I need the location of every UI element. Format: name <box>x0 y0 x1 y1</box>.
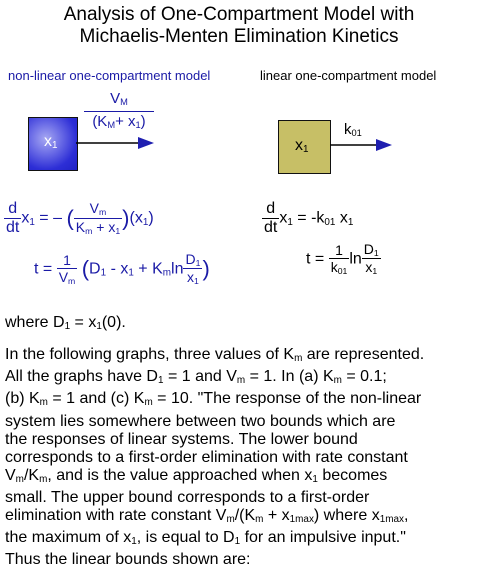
nonlinear-box-label: $x_1$ <box>44 133 58 152</box>
paragraph-line: Thus the linear bounds shown are: <box>5 551 251 569</box>
linear-time-equation: t = $\frac{1}{k_{01}}$ ln $\frac{D_1}{x_1}$ <box>306 241 379 277</box>
paragraph-line: the maximum of $x_1$, is equal to $D_1$ for an impulsive input." <box>5 528 406 548</box>
initial-condition-note: where $D_1 = x_1(0)$. <box>5 314 126 333</box>
title-line-2: Michaelis-Menten Elimination Kinetics <box>79 26 399 47</box>
nonlinear-elimination-arrow <box>76 135 156 151</box>
linear-rate-equation: $\frac{d}{dt}$ $x_1 = -k_{01}$ $x_1$ <box>264 200 354 236</box>
nonlinear-rate-equation: $\frac{d}{dt}$ $x_1$ = – ( $\frac{V_m}{K_m + x_1}$ )$(x_1)$ <box>6 200 154 236</box>
paragraph-line: (b) $K_m = 1$ and (c) $K_m = 10$. "The response of the non-linear <box>5 390 422 409</box>
page-title <box>0 4 478 48</box>
paragraph-line: $V_m/K_m$, and is the value approached when $x_1$ becomes <box>5 466 388 485</box>
paragraph-line: In the following graphs, three values of $K_m$ are represented. <box>5 346 425 365</box>
paragraph-line: system lies somewhere between two bounds which are <box>5 412 396 430</box>
linear-rate-label: $k_{01}$ <box>344 121 362 139</box>
title-line-1: Analysis of One-Compartment Model with <box>63 4 415 25</box>
linear-model-label: linear one-compartment model <box>260 68 437 83</box>
linear-box-label: $x_1$ <box>295 137 309 156</box>
nonlinear-model-label: non-linear one-compartment model <box>8 68 211 83</box>
paragraph-line: the responses of linear systems. The lower bound <box>5 430 358 448</box>
paragraph-line: All the graphs have $D_1 = 1$ and $V_m = 1$. In (a) $K_m = 0.1$; <box>5 368 387 387</box>
paragraph-line: small. The upper bound corresponds to a first-order <box>5 488 370 506</box>
explanation-paragraph <box>5 346 475 569</box>
paragraph-line: elimination with rate constant $V_m/(K_m + x_{1max})$ where $x_{1max}$, <box>5 506 409 525</box>
paragraph-line: corresponds to a first-order elimination with rate constant <box>5 448 408 466</box>
nonlinear-time-equation: t = $\frac{1}{V_m}$ ($D_1 - x_1 + K_m\ln$ $\frac{D_1}{x_1}$ ) <box>34 251 210 287</box>
linear-elimination-arrow <box>330 137 394 153</box>
nonlinear-rate-label: $V_M$ $(K_M+ x_1)$ <box>84 90 154 135</box>
